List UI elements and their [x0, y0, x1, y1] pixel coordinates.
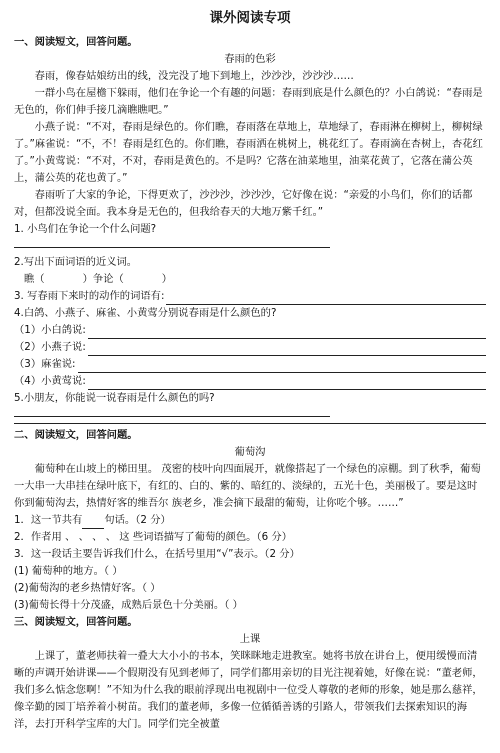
s1-q4-label: （2）小燕子说:: [14, 341, 86, 353]
s1-q4-item: [14, 322, 486, 339]
s1-q4-answer-line[interactable]: [78, 360, 486, 373]
s1-question-4: 4.白鸽、小燕子、麻雀、小黄莺分别说春雨是什么颜色的?: [14, 307, 277, 319]
s1-q2-word: ）争论（: [82, 273, 124, 285]
s1-q4-label: （3）麻雀说:: [14, 358, 76, 370]
worksheet-title: 课外阅读专项: [209, 10, 291, 26]
s1-q2-word: 瞧（: [24, 273, 45, 285]
s1-q4-label: （1）小白鸽说:: [14, 324, 86, 336]
s1-q4-item: [14, 339, 486, 356]
s1-question-5: 5.小朋友，你能说一说春雨是什么颜色的吗?: [14, 392, 215, 404]
passage-3-paragraph: 上课了，董老师扶着一叠大大小小的书本，笑眯眯地走进教室。她将书放在讲台上，便用缓慢而清晰的声调开始讲课——个假期没有见到老师了，同学们都用亲切的目光注视着她，好像在说：“董老师，我们多么惦念您啊！”不知为什么我的眼前浮现出电视剧中一位受人尊敬的老师的形象，她是那么慈祥，像辛勤的园丁培养着小树苗。我们的董老师，多像一位循循善诱的引路人，带领我们去探索知识的海洋，去打开科学宝库的大门。同学们完全被董: [14, 650, 483, 730]
s2-q1-blank[interactable]: [82, 517, 104, 529]
s2-choice[interactable]: (1) 葡萄种的地方。（ ）: [14, 565, 123, 577]
section-divider: [14, 423, 486, 424]
passage-1-paragraph: 春雨，像春姑娘纺出的线，没完没了地下到地上，沙沙沙，沙沙沙……: [34, 70, 354, 82]
s1-q4-answer-line[interactable]: [88, 343, 486, 356]
passage-1-paragraph: 小燕子说：“不对，春雨是绿色的。你们瞧，春雨落在草地上，草地绿了，春雨淋在柳树上，柳树绿了。”麻雀说：“不，不！春雨是红色的。你们瞧，春雨洒在桃树上，桃花红了。春雨滴在杏树上，杏花红了。”小黄莺说：“不对，不对，春雨是黄色的。不是吗？它落在油菜地里，油菜花黄了，它落在蒲公英上，蒲公英的花也黄了。”: [14, 121, 483, 184]
s1-q2-word: ）: [161, 273, 173, 285]
s1-q4-answer-line[interactable]: [88, 377, 486, 390]
s2-q1-text: 句话。（2 分）: [104, 514, 171, 526]
passage-1-paragraph: 一群小鸟在屋檐下躲雨，他们在争论一个有趣的问题：春雨到底是什么颜色的？小白鸽说：“春雨是无色的，你们伸手接几滴瞧瞧吧。”: [14, 87, 483, 116]
s1-question-1: 1. 小鸟们在争论一个什么问题?: [14, 223, 157, 235]
section-2-heading: 二、阅读短文，回答问题。: [14, 429, 138, 441]
passage-1-paragraph: 春雨听了大家的争论，下得更欢了，沙沙沙，沙沙沙，它好像在说：“亲爱的小鸟们，你们的话都对，但都没说全面。我本身是无色的，但我给春天的大地万紫千红。”: [14, 189, 473, 218]
s1-q4-item: [14, 373, 486, 390]
s1-question-3: 3. 写春雨下来时的动作的词语有:: [14, 290, 165, 302]
passage-1-title: 春雨的色彩: [224, 53, 276, 65]
s1-question-2: 2.写出下面词语的近义词。: [14, 256, 138, 268]
s1-q2-word-row: [14, 271, 486, 288]
s1-q1-answer-line[interactable]: [14, 238, 330, 248]
s1-q4-answer-line[interactable]: [88, 326, 486, 339]
s2-question-2: 2．作者用 、 、 、 、 这 些词语描写了葡萄的颜色。（6 分）: [14, 531, 292, 543]
s2-question-3: 3．这一段话主要告诉我们什么，在括号里用“√”表示。（2 分）: [14, 548, 300, 560]
s2-question-1: [14, 512, 486, 529]
s1-q5-answer-line[interactable]: [14, 407, 330, 417]
s2-q1-text: 1．这一节共有: [14, 514, 83, 526]
passage-2-title: 葡萄沟: [234, 446, 266, 458]
s1-q4-item: [14, 356, 486, 373]
passage-3-title: 上课: [239, 633, 261, 645]
section-3-heading: 三、阅读短文，回答问题。: [14, 616, 138, 628]
s2-choice[interactable]: (3)葡萄长得十分茂盛，成熟后景色十分美丽。（ ）: [14, 599, 243, 611]
s1-q3-answer-line[interactable]: [166, 292, 486, 305]
passage-2-paragraph: 葡萄种在山坡上的梯田里。 茂密的枝叶向四面展开，就像搭起了一个绿色的凉棚。到了秋季，葡萄一大串一大串挂在绿叶底下，有红的、白的、紫的、暗红的、淡绿的，五光十色，美丽极了。要是这时你到葡萄沟去，热情好客的维吾尔 族老乡，准会摘下最甜的葡萄，让你吃个够。……”: [14, 463, 481, 509]
s2-choice[interactable]: (2)葡萄沟的老乡热情好客。（ ）: [14, 582, 161, 594]
s1-question-3-row: [14, 288, 486, 305]
section-1-heading: 一、阅读短文，回答问题。: [14, 36, 138, 48]
s1-q4-label: （4）小黄莺说:: [14, 375, 86, 387]
